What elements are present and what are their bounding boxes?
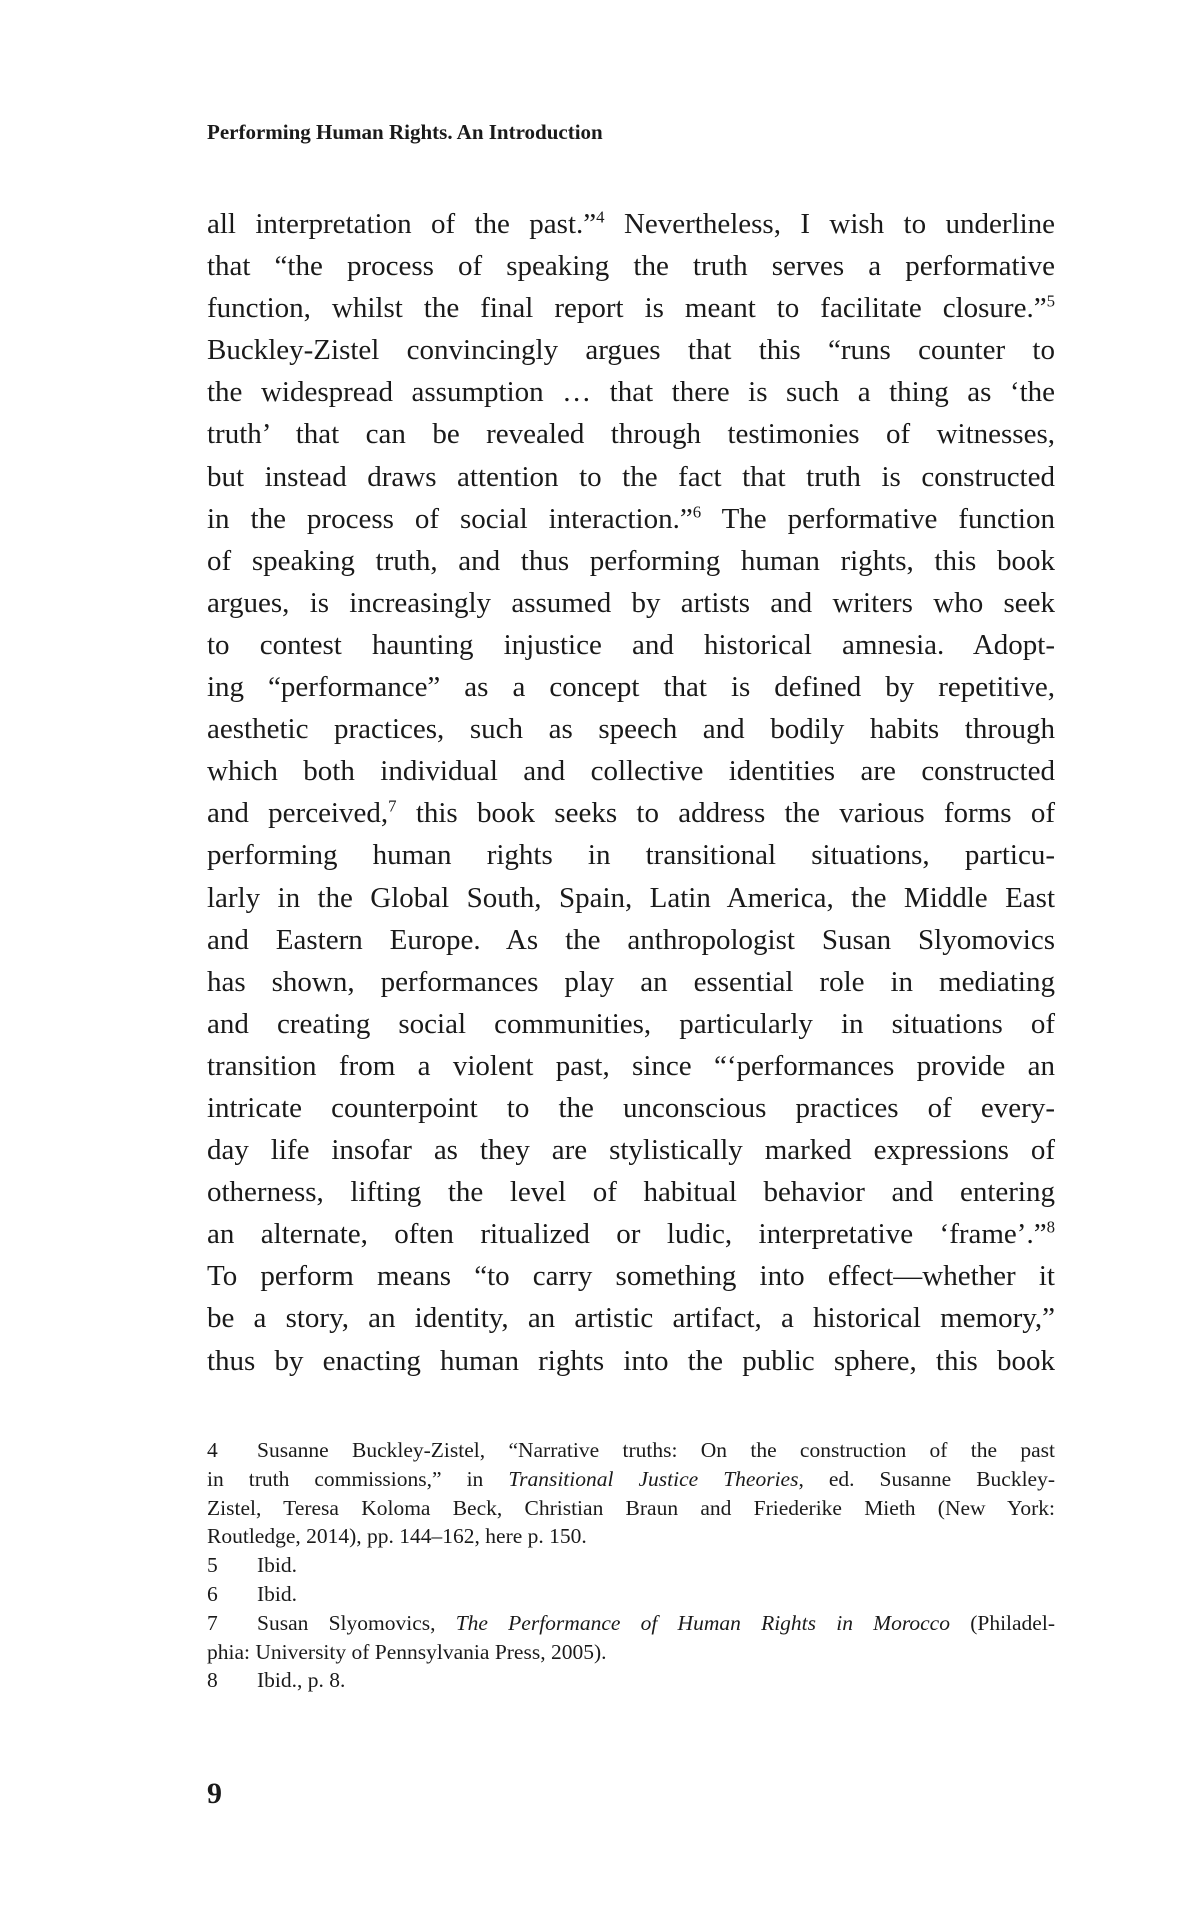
footnote-4: 4 Susanne Buckley-Zistel, “Narrative truths: On the construction of the past: [207, 1436, 1055, 1465]
footnote-number: 6: [207, 1581, 218, 1606]
footnote-6: 6 Ibid.: [207, 1580, 1055, 1609]
body-line: the widespread assumption … that there is such a thing as ‘the: [207, 376, 1055, 409]
body-line: thus by enacting human rights into the public sphere, this book: [207, 1344, 1055, 1377]
footnote-ref[interactable]: 6: [692, 502, 702, 522]
body-line: function, whilst the final report is meant to facilitate closure.”$^5$: [207, 291, 1055, 325]
footnote-ref[interactable]: 4: [596, 207, 605, 227]
footnote-ref[interactable]: 8: [1046, 1217, 1055, 1237]
body-line: truth’ that can be revealed through testimonies of witnesses,: [207, 418, 1055, 451]
body-line: day life insofar as they are stylistically marked expressions of: [207, 1134, 1055, 1167]
body-line: Buckley-Zistel convincingly argues that this “runs counter to: [207, 334, 1055, 367]
body-line: and perceived,$^7$ this book seeks to address the various forms of: [207, 796, 1056, 830]
footnote-number: 7: [207, 1610, 218, 1635]
body-line: which both individual and collective identities are constructed: [207, 755, 1055, 788]
body-line: that “the process of speaking the truth serves a performative: [207, 250, 1055, 283]
book-title: Transitional Justice Theories: [508, 1466, 799, 1491]
footnote-ref[interactable]: 5: [1046, 291, 1055, 311]
body-line: and creating social communities, particularly in situations of: [207, 1007, 1055, 1040]
body-line: transition from a violent past, since “‘performances provide an: [207, 1049, 1055, 1082]
body-line: larly in the Global South, Spain, Latin America, the Middle East: [207, 881, 1055, 914]
body-line: aesthetic practices, such as speech and bodily habits through: [207, 713, 1055, 746]
footnote-line: Routledge, 2014), pp. 144–162, here p. 150.: [207, 1524, 587, 1549]
footnote-5: 5 Ibid.: [207, 1551, 1055, 1580]
footnote-7: 7 Susan Slyomovics, The Performance of Human Rights in Morocco (Philadel-: [207, 1609, 1055, 1638]
body-line: all interpretation of the past.”$^4$ Nevertheless, I wish to underline: [207, 207, 1056, 240]
footnote-line: in truth commissions,” in Transitional Justice Theories, ed. Susanne Buckley-: [207, 1466, 1056, 1491]
footnote-ref[interactable]: 7: [388, 796, 397, 816]
book-title: The Performance of Human Rights in Morocco: [455, 1610, 950, 1635]
body-line: performing human rights in transitional situations, particu-: [207, 839, 1055, 872]
body-line: be a story, an identity, an artistic artifact, a historical memory,”: [207, 1302, 1055, 1335]
body-text: [207, 203, 1055, 1382]
body-line: an alternate, often ritualized or ludic, interpretative ‘frame’.”$^8$: [207, 1217, 1055, 1251]
body-line: argues, is increasingly assumed by artists and writers who seek: [207, 586, 1055, 619]
footnote-line: phia: University of Pennsylvania Press, 2005).: [207, 1639, 607, 1664]
body-line: ing “performance” as a concept that is defined by repetitive,: [207, 671, 1055, 704]
body-line: has shown, performances play an essential role in mediating: [207, 965, 1055, 998]
footnote-line: Zistel, Teresa Koloma Beck, Christian Braun and Friederike Mieth (New York:: [207, 1495, 1055, 1520]
body-line: To perform means “to carry something into effect—whether it: [207, 1260, 1055, 1293]
body-line: but instead draws attention to the fact that truth is constructed: [207, 460, 1055, 493]
body-line: to contest haunting injustice and historical amnesia. Adopt-: [207, 628, 1055, 661]
footnotes: [207, 1436, 1055, 1695]
body-line: in the process of social interaction.”$^6$ The performative function: [207, 502, 1055, 535]
footnote-8: 8 Ibid., p. 8.: [207, 1666, 1055, 1695]
footnote-number: 4: [207, 1438, 218, 1462]
footnote-number: 8: [207, 1668, 218, 1693]
body-line: and Eastern Europe. As the anthropologist Susan Slyomovics: [207, 923, 1055, 956]
footnote-number: 5: [207, 1553, 218, 1578]
body-line: intricate counterpoint to the unconscious practices of every-: [207, 1091, 1055, 1124]
body-line: of speaking truth, and thus performing human rights, this book: [207, 544, 1055, 577]
page-number: 9: [207, 1777, 222, 1810]
body-line: otherness, lifting the level of habitual behavior and entering: [207, 1176, 1055, 1209]
running-head: Performing Human Rights. An Introduction: [207, 120, 603, 144]
